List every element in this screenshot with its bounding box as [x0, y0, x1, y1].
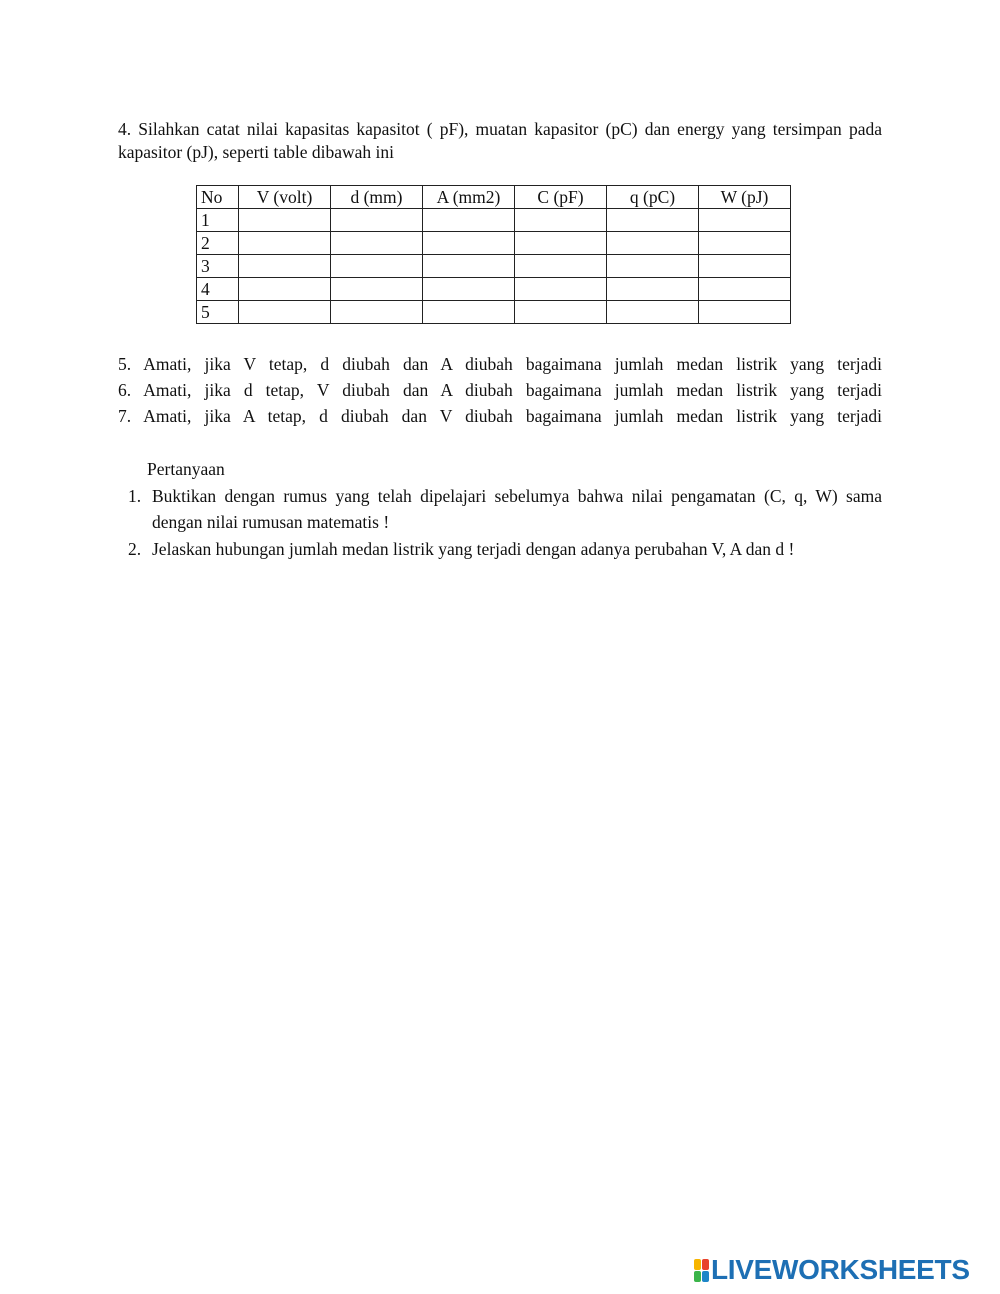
- table-row: [197, 278, 791, 301]
- table-cell[interactable]: [423, 301, 515, 324]
- table-cell[interactable]: [423, 255, 515, 278]
- col-header-charge: q (pC): [607, 186, 699, 209]
- question-number: 2.: [128, 539, 142, 559]
- table-cell[interactable]: [607, 278, 699, 301]
- table-cell[interactable]: [607, 209, 699, 232]
- row-number: 4: [197, 278, 239, 301]
- question-item: [128, 483, 882, 535]
- table-cell[interactable]: [607, 255, 699, 278]
- question-text: Buktikan dengan rumus yang telah dipelajari sebelumya bahwa nilai pengamatan (C, q, W) sama dengan nilai rumusan matematis !: [152, 486, 882, 532]
- col-header-voltage: V (volt): [239, 186, 331, 209]
- liveworksheets-mark-icon: [694, 1259, 708, 1281]
- table-cell[interactable]: [607, 301, 699, 324]
- table-cell[interactable]: [331, 209, 423, 232]
- table-cell[interactable]: [699, 209, 791, 232]
- col-header-area: A (mm2): [423, 186, 515, 209]
- liveworksheets-logo: [694, 1252, 970, 1288]
- instruction-4: 4. Silahkan catat nilai kapasitas kapasitot ( pF), muatan kapasitor (pC) dan energy yang tersimpan pada kapasitor (pJ), seperti table dibawah ini: [118, 119, 882, 162]
- table-cell[interactable]: [331, 301, 423, 324]
- table-cell[interactable]: [331, 232, 423, 255]
- table-cell[interactable]: [699, 278, 791, 301]
- instruction-7: 7. Amati, jika A tetap, d diubah dan V diubah bagaimana jumlah medan listrik yang terjadi: [118, 406, 882, 426]
- row-number: 5: [197, 301, 239, 324]
- data-table: [196, 185, 791, 324]
- table-cell[interactable]: [515, 278, 607, 301]
- col-header-distance: d (mm): [331, 186, 423, 209]
- table-cell[interactable]: [515, 301, 607, 324]
- table-cell[interactable]: [423, 209, 515, 232]
- instruction-6: 6. Amati, jika d tetap, V diubah dan A diubah bagaimana jumlah medan listrik yang terjadi: [118, 380, 882, 400]
- table-cell[interactable]: [331, 278, 423, 301]
- row-number: 2: [197, 232, 239, 255]
- row-number: 3: [197, 255, 239, 278]
- table-header-row: [197, 186, 791, 209]
- table-row: [197, 301, 791, 324]
- col-header-energy: W (pJ): [699, 186, 791, 209]
- col-header-no: No: [197, 186, 239, 209]
- table-row: [197, 255, 791, 278]
- question-text: Jelaskan hubungan jumlah medan listrik yang terjadi dengan adanya perubahan V, A dan d !: [152, 539, 795, 559]
- question-number: 1.: [128, 486, 142, 506]
- table-cell[interactable]: [607, 232, 699, 255]
- table-cell[interactable]: [515, 232, 607, 255]
- table-cell[interactable]: [239, 209, 331, 232]
- table-cell[interactable]: [239, 232, 331, 255]
- table-cell[interactable]: [331, 255, 423, 278]
- table-cell[interactable]: [699, 255, 791, 278]
- table-cell[interactable]: [423, 278, 515, 301]
- table-cell[interactable]: [515, 209, 607, 232]
- table-cell[interactable]: [239, 301, 331, 324]
- logo-text: LIVEWORKSHEETS: [711, 1254, 970, 1285]
- questions-heading: Pertanyaan: [147, 459, 225, 479]
- table-cell[interactable]: [699, 232, 791, 255]
- col-header-capacitance: C (pF): [515, 186, 607, 209]
- table-row: [197, 232, 791, 255]
- instruction-5: 5. Amati, jika V tetap, d diubah dan A diubah bagaimana jumlah medan listrik yang terjadi: [118, 354, 882, 374]
- row-number: 1: [197, 209, 239, 232]
- table-cell[interactable]: [239, 255, 331, 278]
- table-cell[interactable]: [515, 255, 607, 278]
- table-cell[interactable]: [423, 232, 515, 255]
- table-cell[interactable]: [699, 301, 791, 324]
- table-row: [197, 209, 791, 232]
- question-item: [128, 536, 882, 562]
- table-cell[interactable]: [239, 278, 331, 301]
